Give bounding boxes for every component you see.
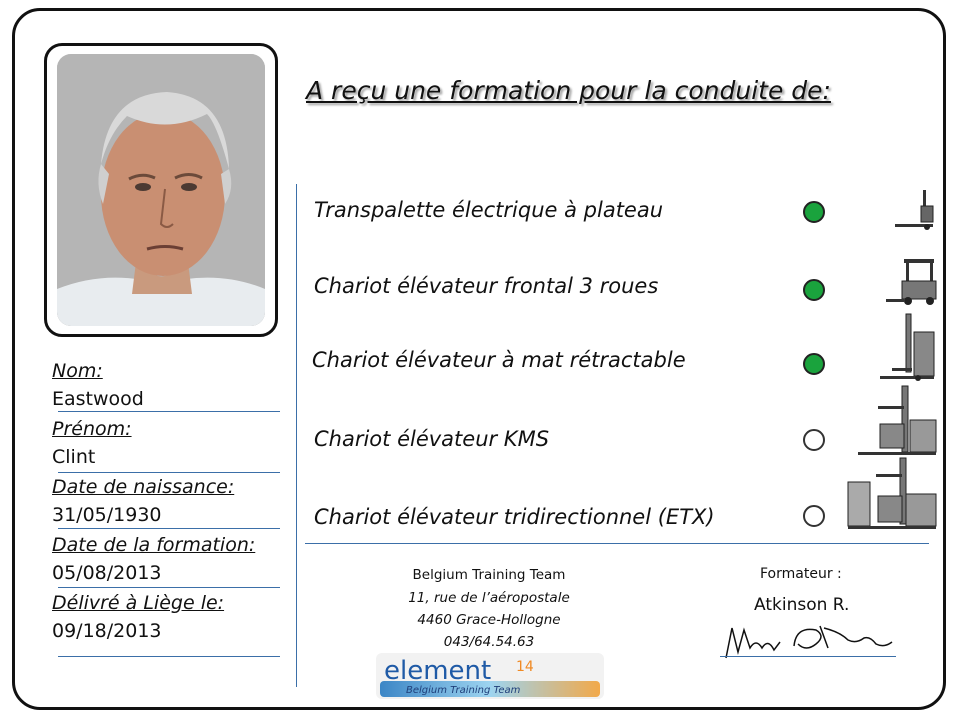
trainer-name: Atkinson R. bbox=[754, 595, 850, 615]
signature-line bbox=[720, 656, 896, 657]
logo-number: 14 bbox=[516, 659, 534, 675]
certificate-title: A reçu une formation pour la conduite de: bbox=[306, 76, 831, 105]
formation-value: 05/08/2013 bbox=[52, 562, 162, 584]
vehicle-label-kms: Chariot élévateur KMS bbox=[314, 427, 550, 451]
formation-label: Date de la formation: bbox=[52, 534, 256, 556]
photo-frame bbox=[44, 43, 278, 337]
vehicle-check-retractable[interactable] bbox=[803, 353, 825, 375]
formation-underline bbox=[58, 587, 280, 588]
vehicle-label-transpalette: Transpalette électrique à plateau bbox=[314, 198, 664, 222]
portrait-photo bbox=[57, 54, 265, 326]
company-street: 11, rue de l’aéropostale bbox=[408, 590, 570, 606]
vehicle-check-frontal[interactable] bbox=[803, 279, 825, 301]
delivre-underline bbox=[58, 656, 280, 657]
naissance-label: Date de naissance: bbox=[52, 476, 235, 498]
prenom-underline bbox=[58, 472, 280, 473]
reach-truck-icon bbox=[878, 312, 938, 382]
three-wheel-forklift-icon bbox=[884, 255, 940, 307]
vertical-divider bbox=[296, 184, 297, 687]
prenom-value: Clint bbox=[52, 446, 96, 468]
pallet-truck-icon bbox=[893, 186, 939, 232]
company-city: 4460 Grace-Hollogne bbox=[417, 612, 561, 628]
naissance-value: 31/05/1930 bbox=[52, 504, 162, 526]
delivre-label: Délivré à Liège le: bbox=[52, 592, 225, 614]
vehicle-check-etx[interactable] bbox=[803, 505, 825, 527]
vehicle-check-kms[interactable] bbox=[803, 429, 825, 451]
company-name: Belgium Training Team bbox=[412, 567, 566, 583]
vehicle-label-retractable: Chariot élévateur à mat rétractable bbox=[312, 348, 686, 372]
nom-label: Nom: bbox=[52, 360, 103, 382]
etx-truck-icon bbox=[846, 456, 940, 532]
nom-underline bbox=[58, 411, 280, 412]
vehicle-label-etx: Chariot élévateur tridirectionnel (ETX) bbox=[314, 505, 715, 529]
trainer-label: Formateur : bbox=[760, 566, 842, 582]
nom-value: Eastwood bbox=[52, 388, 144, 410]
vehicle-check-transpalette[interactable] bbox=[803, 201, 825, 223]
prenom-label: Prénom: bbox=[52, 418, 132, 440]
company-phone: 043/64.54.63 bbox=[443, 634, 535, 650]
delivre-value: 09/18/2013 bbox=[52, 620, 162, 642]
horizontal-divider bbox=[305, 543, 929, 544]
logo-tagline: Belgium Training Team bbox=[406, 685, 521, 696]
vehicle-label-frontal: Chariot élévateur frontal 3 roues bbox=[314, 274, 659, 298]
element14-logo bbox=[376, 653, 604, 699]
kms-truck-icon bbox=[856, 384, 940, 458]
naissance-underline bbox=[58, 528, 280, 529]
logo-brand: element bbox=[384, 656, 492, 686]
